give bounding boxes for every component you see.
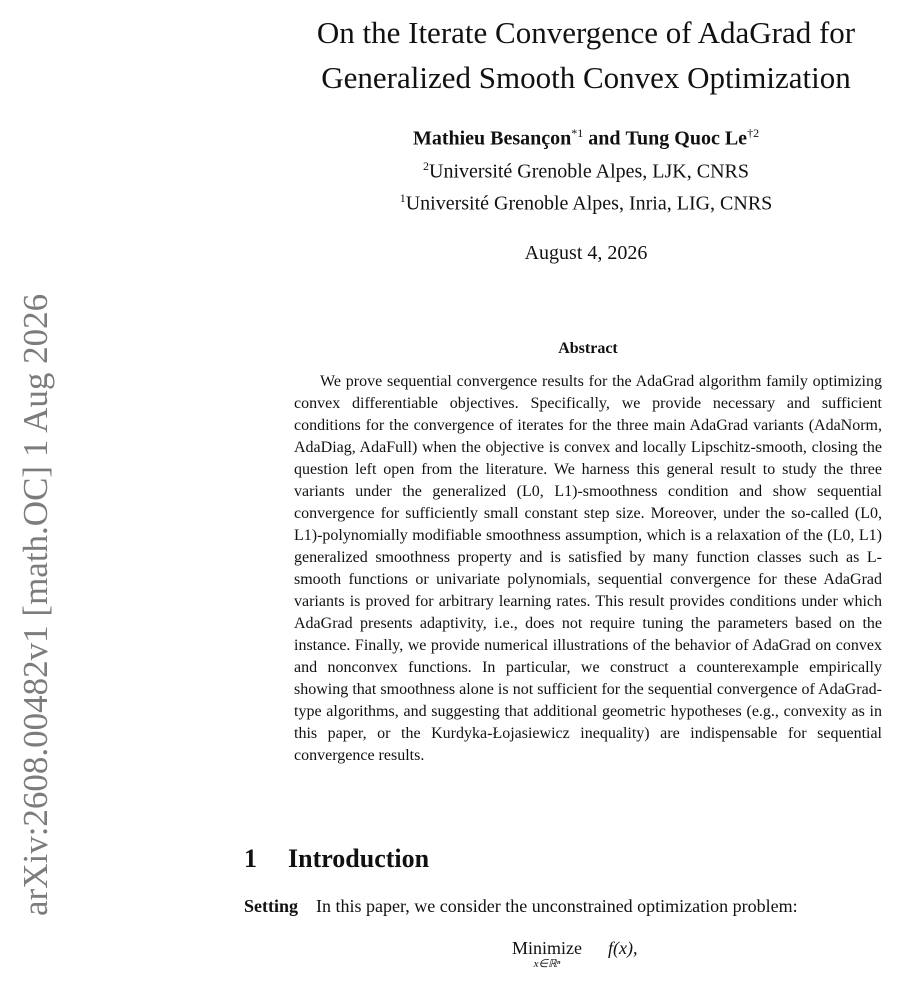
affiliation-1 — [230, 153, 912, 186]
affiliation-1-text: Université Grenoble Alpes, LJK, CNRS — [429, 160, 749, 183]
section-number: 1 — [244, 844, 257, 873]
arxiv-identifier-stamp: arXiv:2608.00482v1 [math.OC] 1 Aug 2026 — [16, 293, 55, 917]
author-2-name: Tung Quoc Le — [625, 127, 748, 150]
abstract-heading: Abstract — [558, 340, 618, 357]
title-line-1: On the Iterate Convergence of AdaGrad for — [316, 15, 856, 50]
affiliation-2 — [230, 185, 912, 218]
section-heading-introduction — [244, 844, 429, 874]
abstract-text: We prove sequential convergence results for the AdaGrad algorithm family optimizing convex differentiable objectives. Specifically, we provide necessary and sufficient conditions for the convergence of iterates for the three main AdaGrad variants (AdaNorm, AdaDiag, AdaFull) when the objective is convex and locally Lipschitz-smooth, closing the question left open from the literature. We harness this general result to study the three variants under the generalized (L0, L1)-smoothness condition and show sequential convergence for sufficiently small constant step size. Moreover, under the so-called (L0, L1)-polynomially modifiable smoothness assumption, which is a relaxation of the (L0, L1) generalized smoothness property and is satisfied by many function classes such as L-smooth functions or univariate polynomials, sequential convergence for these AdaGrad variants is proved for arbitrary learning rates. This result provides conditions under which AdaGrad presents adaptivity, i.e., does not require tuning the parameters based on the instance. Finally, we provide numerical illustrations of the behavior of AdaGrad on convex and nonconvex functions. In particular, we construct a counterexample empirically showing that smoothness alone is not sufficient for the sequential convergence of AdaGrad-type algorithms, and suggesting that additional geometric hypotheses (e.g., convexity as in this paper, or the Kurdyka-Łojasiewicz inequality) are indispensable for sequential convergence results. — [294, 373, 882, 764]
paper-date: August 4, 2026 — [524, 242, 648, 264]
author-line — [230, 120, 912, 153]
equation-expression: f(x), — [608, 938, 638, 958]
author-block — [230, 120, 912, 218]
setting-text: In this paper, we consider the unconstrained optimization problem: — [316, 896, 798, 916]
equation-operator-label: Minimize — [512, 938, 582, 958]
affiliation-1-mark: 2 — [423, 158, 429, 173]
paper-title — [230, 10, 912, 100]
setting-paragraph — [244, 896, 884, 917]
equation-operator — [512, 938, 582, 970]
setting-label: Setting — [244, 896, 298, 916]
optimization-equation — [512, 938, 637, 970]
affiliation-2-mark: 1 — [399, 191, 406, 206]
section-title: Introduction — [288, 844, 430, 873]
title-line-2: Generalized Smooth Convex Optimization — [321, 60, 851, 95]
affiliation-2-text: Université Grenoble Alpes, Inria, LIG, CNRS — [405, 192, 773, 215]
author-connector: and — [588, 127, 621, 150]
author-1-marks: *1 — [571, 126, 584, 140]
author-1-name: Mathieu Besançon — [412, 127, 572, 150]
equation-subscript: x∈ℝⁿ — [533, 958, 561, 970]
author-2-marks: †2 — [747, 126, 760, 140]
